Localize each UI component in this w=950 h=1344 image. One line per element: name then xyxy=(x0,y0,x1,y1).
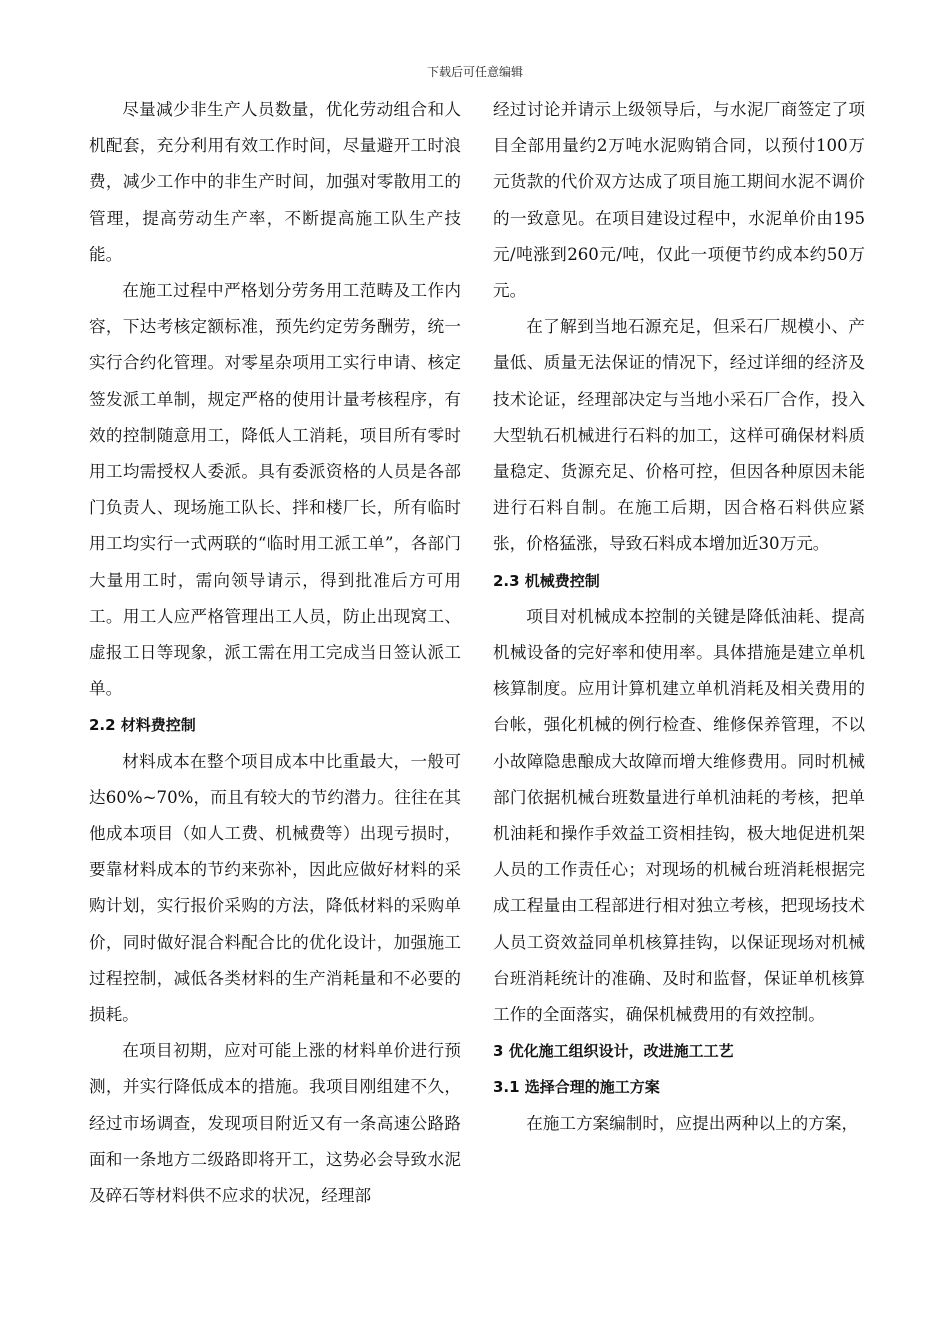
paragraph-labor-dispatch: 在施工过程中严格划分劳务用工范畴及工作内容，下达考核定额标准，预先约定劳务酬劳，统一实行合约化管理。对零星杂项用工实行申请、核定签发派工单制，规定严格的使用计量考核程序，有效的控制随意用工，降低人工消耗，项目所有零时用工均需授权人委派。具有委派资格的人员是各部门负责人、现场施工队长、拌和楼厂长，所有临时用工均实行一式两联的“临时用工派工单”，各部门大量用工时，需向领导请示，得到批准后方可用工。用工人应严格管理出工人员，防止出现窝工、虚报工日等现象，派工需在用工完成当日签认派工单。 xyxy=(89,281,461,699)
section-heading-2-3: 2.3 机械费控制 xyxy=(493,571,600,590)
page-header: 下载后可任意编辑 xyxy=(426,65,523,79)
paragraph-machinery-cost: 项目对机械成本控制的关键是降低油耗、提高机械设备的完好率和使用率。具体措施是建立单机核算制度。应用计算机建立单机消耗及相关费用的台帐，强化机械的例行检查、维修保养管理，不以小故障隐患酿成大故障而增大维修费用。同时机械部门依据机械台班数量进行单机油耗的考核，把单机油耗和操作手效益工资相挂钩，极大地促进机架人员的工作责任心；对现场的机械台班消耗根据完成工程量由工程部进行相对独立考核，把现场技术人员工资效益同单机核算挂钩，以保证现场对机械台班消耗统计的准确、及时和监督，保证单机核算工作的全面落实，确保机械费用的有效控制。 xyxy=(493,606,865,1025)
paragraph-cement-contract: 经过讨论并请示上级领导后，与水泥厂商签定了项目全部用量约2万吨水泥购销合同，以预付100万元货款的代价双方达成了项目施工期间水泥不调价的一致意见。在项目建设过程中，水泥单价由195元/吨涨到260元/吨，仅此一项便节约成本约50万元。 xyxy=(493,100,865,301)
paragraph-stone-supply: 在了解到当地石源充足，但采石厂规模小、产量低、质量无法保证的情况下，经过详细的经济及技术论证，经理部决定与当地小采石厂合作，投入大型轨石机械进行石料的加工，这样可确保材料质量稳定、货源充足、价格可控，但因各种原因未能进行石料自制。在施工后期，因合格石料供应紧张，价格猛涨，导致石料成本增加近30万元。 xyxy=(493,317,865,554)
paragraph-labor-optimization: 尽量减少非生产人员数量，优化劳动组合和人机配套，充分利用有效工作时间，尽量避开工时浪费，减少工作中的非生产时间，加强对零散用工的管理，提高劳动生产率，不断提高施工队生产技能。 xyxy=(89,100,461,264)
paragraph-material-cost: 材料成本在整个项目成本中比重最大，一般可达60%~70%，而且有较大的节约潜力。往往在其他成本项目（如人工费、机械费等）出现亏损时，要靠材料成本的节约来弥补，因此应做好材料的采购计划，实行报价采购的方法，降低材料的采购单价，同时做好混合料配合比的优化设计，加强施工过程控制，减低各类材料的生产消耗量和不必要的损耗。 xyxy=(89,751,461,1025)
paragraph-construction-plan: 在施工方案编制时，应提出两种以上的方案， xyxy=(526,1113,859,1133)
section-heading-3: 3 优化施工组织设计，改进施工工艺 xyxy=(493,1042,734,1061)
section-heading-2-2: 2.2 材料费控制 xyxy=(89,716,196,735)
section-heading-3-1: 3.1 选择合理的施工方案 xyxy=(493,1078,660,1097)
left-column xyxy=(89,92,461,1214)
paragraph-material-forecast: 在项目初期，应对可能上涨的材料单价进行预测，并实行降低成本的措施。我项目刚组建不久，经过市场调查，发现项目附近又有一条高速公路路面和一条地方二级路即将开工，这势必会导致水泥及碎石等材料供不应求的状况，经理部 xyxy=(89,1041,461,1206)
right-column xyxy=(493,92,865,1142)
